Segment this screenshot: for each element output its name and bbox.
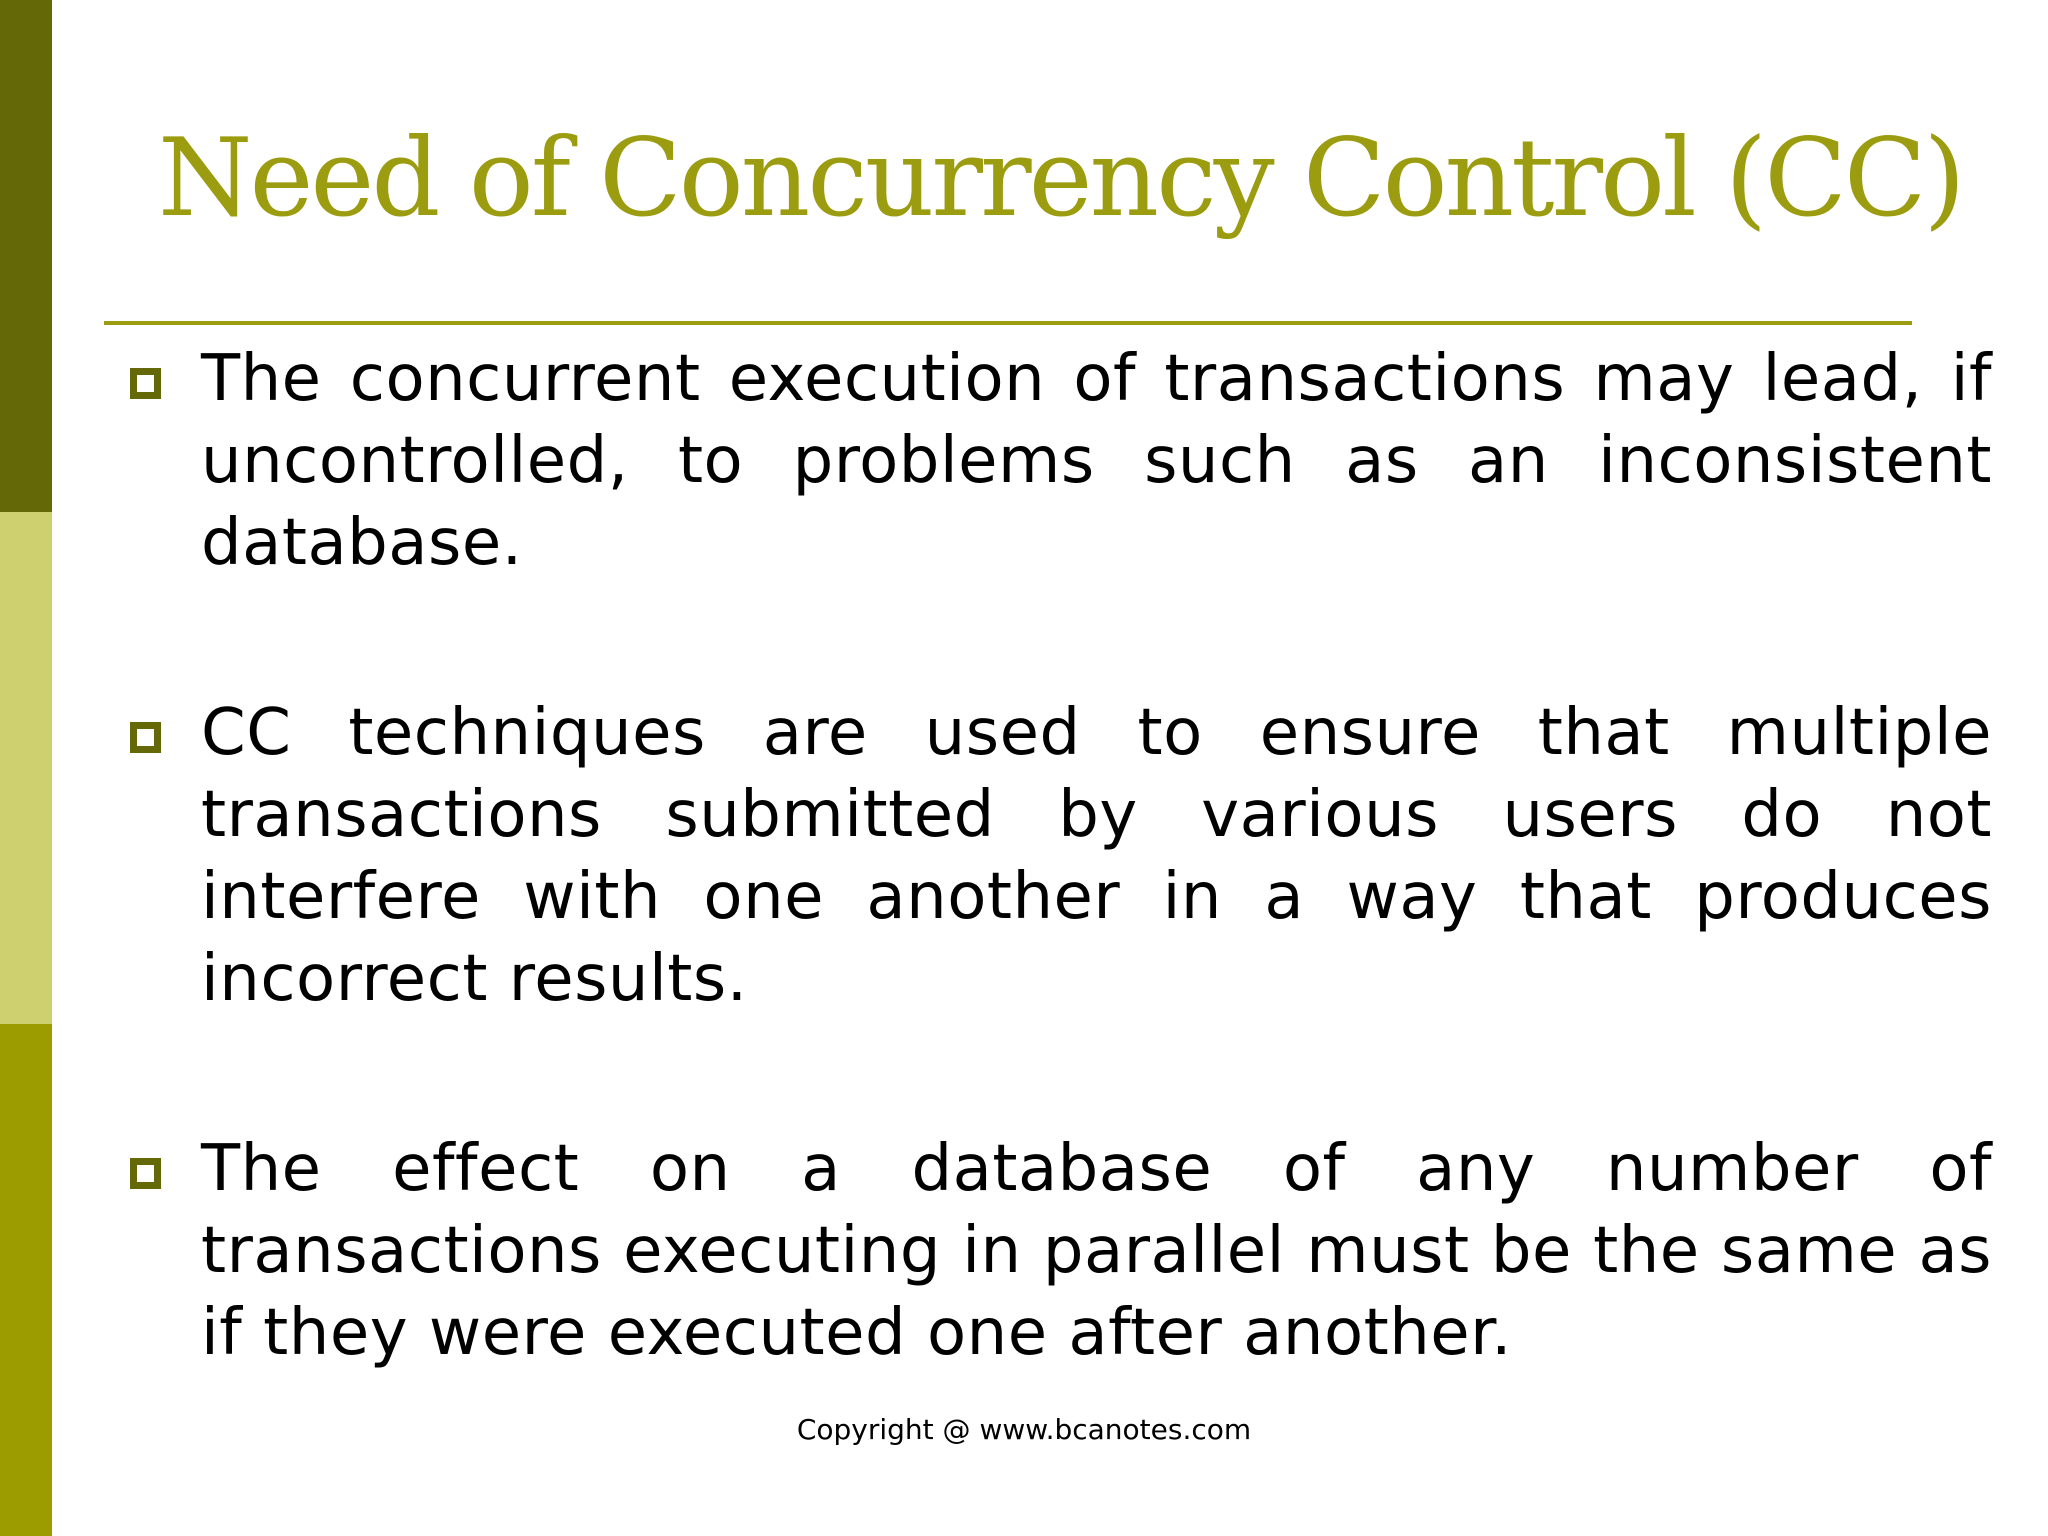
hollow-square-bullet-icon	[130, 1158, 161, 1189]
bullet-item	[130, 338, 1992, 584]
title-underline-rule	[104, 321, 1912, 325]
hollow-square-bullet-icon	[130, 368, 161, 399]
bullet-text: CC techniques are used to ensure that multiple transactions submitted by various users do not interfere with one another in a way that produces incorrect results.	[201, 696, 1992, 1016]
bullet-text: The effect on a database of any number of transactions executing in parallel must be the same as if they were executed one after another.	[201, 1132, 1992, 1370]
bullet-item	[130, 1128, 1992, 1374]
bullet-item	[130, 692, 1992, 1020]
side-accent-bar-middle	[0, 512, 52, 1024]
bullet-list	[130, 338, 1992, 1374]
hollow-square-bullet-icon	[130, 722, 161, 753]
footer-copyright: Copyright @ www.bcanotes.com	[796, 1413, 1252, 1446]
side-accent-bar-top	[0, 0, 52, 512]
slide-title: Need of Concurrency Control (CC)	[158, 116, 1963, 241]
side-accent-bar-bottom	[0, 1024, 52, 1536]
bullet-text: The concurrent execution of transactions may lead, if uncontrolled, to problems such as an inconsistent database.	[201, 342, 1992, 580]
